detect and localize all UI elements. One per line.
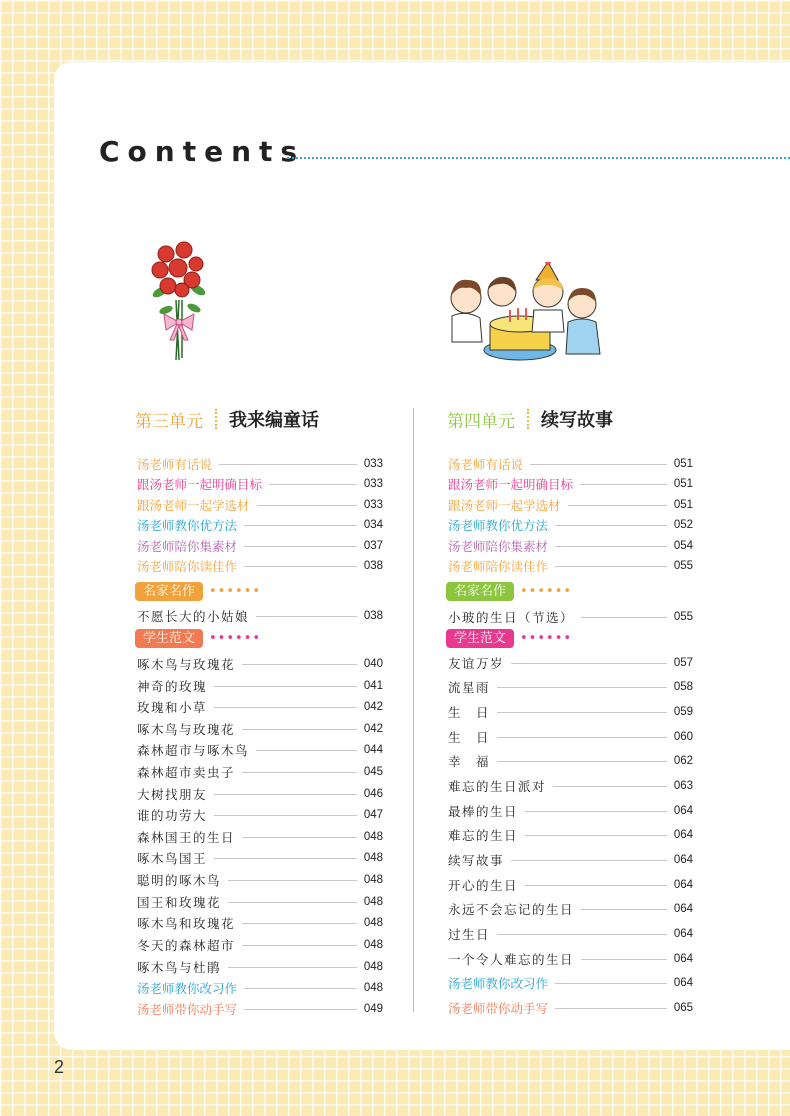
toc-entry[interactable] bbox=[137, 871, 383, 889]
entry-page-number: 059 bbox=[673, 706, 693, 718]
toc-entry[interactable] bbox=[448, 608, 693, 626]
toc-entry[interactable] bbox=[137, 655, 383, 673]
leader-line bbox=[555, 1008, 667, 1009]
toc-entry[interactable] bbox=[137, 936, 383, 954]
entry-title: 汤老师陪你读佳作 bbox=[137, 559, 238, 574]
entry-page-number: 064 bbox=[673, 805, 693, 817]
toc-entry[interactable] bbox=[448, 752, 693, 770]
leader-line bbox=[219, 464, 357, 465]
toc-entry[interactable] bbox=[137, 455, 383, 473]
leader-line bbox=[242, 664, 357, 665]
entry-page-number: 051 bbox=[673, 499, 693, 511]
entry-page-number: 033 bbox=[363, 478, 383, 490]
leader-line bbox=[214, 686, 357, 687]
toc-entry[interactable] bbox=[137, 806, 383, 824]
entry-title: 国王和玫瑰花 bbox=[137, 895, 222, 910]
entry-page-number: 055 bbox=[673, 611, 693, 623]
entry-title: 跟汤老师一起明确目标 bbox=[137, 477, 263, 492]
leader-line bbox=[525, 885, 667, 886]
entry-title: 汤老师教你改习作 bbox=[448, 976, 549, 991]
leader-line bbox=[511, 860, 667, 861]
entry-title: 友谊万岁 bbox=[448, 656, 505, 671]
entry-page-number: 048 bbox=[363, 982, 383, 994]
entry-page-number: 048 bbox=[363, 896, 383, 908]
badge-dots: •••••• bbox=[209, 631, 262, 646]
section-badge bbox=[446, 629, 572, 648]
leader-line bbox=[242, 729, 357, 730]
entry-page-number: 048 bbox=[363, 874, 383, 886]
entry-page-number: 040 bbox=[363, 658, 383, 670]
leader-line bbox=[555, 983, 667, 984]
toc-entry[interactable] bbox=[448, 999, 693, 1017]
toc-entry[interactable] bbox=[448, 876, 693, 894]
leader-line bbox=[244, 988, 357, 989]
entry-page-number: 063 bbox=[673, 780, 693, 792]
unit-name: 续写故事 bbox=[541, 410, 613, 431]
toc-entry[interactable] bbox=[448, 802, 693, 820]
toc-entry[interactable] bbox=[137, 1000, 383, 1018]
entry-page-number: 049 bbox=[363, 1003, 383, 1015]
toc-entry[interactable] bbox=[137, 893, 383, 911]
leader-line bbox=[244, 566, 357, 567]
toc-entry[interactable] bbox=[137, 677, 383, 695]
leader-line bbox=[581, 959, 667, 960]
leader-line bbox=[525, 835, 667, 836]
leader-line bbox=[242, 772, 357, 773]
entry-title: 啄木鸟与玫瑰花 bbox=[137, 722, 236, 737]
entry-title: 过生日 bbox=[448, 927, 491, 942]
toc-entry[interactable] bbox=[137, 763, 383, 781]
toc-entry[interactable] bbox=[137, 557, 383, 575]
toc-entry[interactable] bbox=[137, 741, 383, 759]
toc-entry[interactable] bbox=[137, 475, 383, 493]
leader-line bbox=[228, 967, 357, 968]
entry-page-number: 042 bbox=[363, 701, 383, 713]
toc-entry[interactable] bbox=[448, 974, 693, 992]
entry-title: 玫瑰和小草 bbox=[137, 700, 208, 715]
toc-entry[interactable] bbox=[448, 777, 693, 795]
entry-title: 一个令人难忘的生日 bbox=[448, 952, 575, 967]
toc-entry[interactable] bbox=[137, 849, 383, 867]
leader-line bbox=[553, 786, 667, 787]
toc-entry[interactable] bbox=[448, 496, 693, 514]
entry-title: 汤老师教你优方法 bbox=[137, 518, 238, 533]
toc-entry[interactable] bbox=[448, 537, 693, 555]
leader-line bbox=[242, 923, 357, 924]
toc-entry[interactable] bbox=[448, 678, 693, 696]
toc-entry[interactable] bbox=[137, 914, 383, 932]
leader-line bbox=[581, 909, 667, 910]
toc-entry[interactable] bbox=[137, 698, 383, 716]
column-divider bbox=[413, 408, 414, 1012]
leader-line bbox=[214, 707, 357, 708]
entry-page-number: 065 bbox=[673, 1002, 693, 1014]
page-number: 2 bbox=[54, 1057, 65, 1077]
entry-page-number: 062 bbox=[673, 755, 693, 767]
toc-entry[interactable] bbox=[448, 516, 693, 534]
badge-label: 名家名作 bbox=[135, 582, 203, 601]
entry-title: 大树找朋友 bbox=[137, 787, 208, 802]
entry-title: 难忘的生日派对 bbox=[448, 779, 547, 794]
leader-line bbox=[580, 484, 667, 485]
leader-line bbox=[242, 837, 357, 838]
leader-line bbox=[497, 712, 667, 713]
toc-entry[interactable] bbox=[448, 475, 693, 493]
entry-title: 流星雨 bbox=[448, 680, 491, 695]
title-dotted-rule bbox=[287, 157, 790, 159]
entry-page-number: 064 bbox=[673, 928, 693, 940]
toc-entry[interactable] bbox=[137, 607, 383, 625]
entry-page-number: 041 bbox=[363, 680, 383, 692]
unit-heading-left bbox=[135, 407, 319, 431]
entry-title: 小玻的生日（节选） bbox=[448, 610, 575, 625]
toc-entry[interactable] bbox=[448, 654, 693, 672]
entry-page-number: 055 bbox=[673, 560, 693, 572]
entry-title: 续写故事 bbox=[448, 853, 505, 868]
leader-line bbox=[256, 750, 357, 751]
entry-title: 不愿长大的小姑娘 bbox=[137, 609, 250, 624]
leader-line bbox=[256, 616, 357, 617]
entry-title: 最棒的生日 bbox=[448, 804, 519, 819]
toc-entry[interactable] bbox=[448, 950, 693, 968]
unit-name: 我来编童话 bbox=[229, 410, 319, 431]
entry-page-number: 048 bbox=[363, 939, 383, 951]
entry-title: 聪明的啄木鸟 bbox=[137, 873, 222, 888]
toc-entry[interactable] bbox=[448, 851, 693, 869]
entry-page-number: 064 bbox=[673, 854, 693, 866]
entry-title: 汤老师有话说 bbox=[137, 457, 213, 472]
leader-line bbox=[257, 505, 357, 506]
entry-page-number: 045 bbox=[363, 766, 383, 778]
toc-entry[interactable] bbox=[448, 557, 693, 575]
entry-page-number: 048 bbox=[363, 831, 383, 843]
entry-page-number: 048 bbox=[363, 852, 383, 864]
entry-page-number: 044 bbox=[363, 744, 383, 756]
entry-page-number: 033 bbox=[363, 458, 383, 470]
unit-separator bbox=[527, 409, 529, 429]
leader-line bbox=[228, 880, 357, 881]
leader-line bbox=[568, 505, 667, 506]
badge-dots: •••••• bbox=[520, 584, 573, 599]
leader-line bbox=[581, 617, 667, 618]
leader-line bbox=[214, 794, 357, 795]
leader-line bbox=[497, 761, 667, 762]
leader-line bbox=[511, 663, 667, 664]
entry-title: 汤老师陪你读佳作 bbox=[448, 559, 549, 574]
leader-line bbox=[228, 902, 357, 903]
badge-label: 名家名作 bbox=[446, 582, 514, 601]
entry-title: 跟汤老师一起学选材 bbox=[448, 498, 561, 513]
entry-page-number: 038 bbox=[363, 610, 383, 622]
leader-line bbox=[497, 687, 667, 688]
section-badge bbox=[135, 629, 261, 648]
entry-title: 啄木鸟国王 bbox=[137, 851, 208, 866]
entry-title: 汤老师陪你集素材 bbox=[137, 539, 238, 554]
entry-title: 森林超市卖虫子 bbox=[137, 765, 236, 780]
section-badge bbox=[135, 582, 261, 601]
toc-entry[interactable] bbox=[137, 496, 383, 514]
entry-page-number: 064 bbox=[673, 953, 693, 965]
entry-title: 森林国王的生日 bbox=[137, 830, 236, 845]
leader-line bbox=[555, 566, 667, 567]
entry-page-number: 052 bbox=[673, 519, 693, 531]
entry-title: 幸 福 bbox=[448, 754, 491, 769]
toc-entry[interactable] bbox=[137, 958, 383, 976]
toc-entry[interactable] bbox=[137, 785, 383, 803]
toc-entry[interactable] bbox=[137, 979, 383, 997]
entry-title: 生 日 bbox=[448, 730, 491, 745]
leader-line bbox=[555, 525, 667, 526]
entry-title: 开心的生日 bbox=[448, 878, 519, 893]
entry-page-number: 042 bbox=[363, 723, 383, 735]
entry-title: 跟汤老师一起学选材 bbox=[137, 498, 250, 513]
entry-title: 啄木鸟与杜鹃 bbox=[137, 960, 222, 975]
unit-label: 第三单元 bbox=[135, 411, 203, 432]
toc-entry[interactable] bbox=[448, 925, 693, 943]
section-badge bbox=[446, 582, 572, 601]
entry-title: 啄木鸟与玫瑰花 bbox=[137, 657, 236, 672]
entry-title: 神奇的玫瑰 bbox=[137, 679, 208, 694]
entry-title: 永远不会忘记的生日 bbox=[448, 902, 575, 917]
unit-separator bbox=[215, 409, 217, 429]
toc-entry[interactable] bbox=[448, 728, 693, 746]
entry-page-number: 060 bbox=[673, 731, 693, 743]
rose-bouquet-illustration bbox=[146, 240, 212, 362]
leader-line bbox=[269, 484, 357, 485]
leader-line bbox=[214, 815, 357, 816]
entry-title: 啄木鸟和玫瑰花 bbox=[137, 916, 236, 931]
entry-page-number: 048 bbox=[363, 961, 383, 973]
entry-page-number: 051 bbox=[673, 458, 693, 470]
entry-page-number: 048 bbox=[363, 917, 383, 929]
unit-label: 第四单元 bbox=[447, 411, 515, 432]
leader-line bbox=[244, 1009, 357, 1010]
entry-page-number: 058 bbox=[673, 681, 693, 693]
page-title: Contents bbox=[99, 135, 306, 168]
badge-dots: •••••• bbox=[520, 631, 573, 646]
leader-line bbox=[214, 858, 357, 859]
entry-page-number: 064 bbox=[673, 879, 693, 891]
entry-page-number: 046 bbox=[363, 788, 383, 800]
toc-entry[interactable] bbox=[137, 516, 383, 534]
leader-line bbox=[242, 945, 357, 946]
entry-page-number: 064 bbox=[673, 977, 693, 989]
entry-title: 难忘的生日 bbox=[448, 828, 519, 843]
entry-title: 汤老师陪你集素材 bbox=[448, 539, 549, 554]
toc-entry[interactable] bbox=[137, 537, 383, 555]
entry-page-number: 038 bbox=[363, 560, 383, 572]
entry-page-number: 034 bbox=[363, 519, 383, 531]
toc-entry[interactable] bbox=[137, 720, 383, 738]
entry-title: 森林超市与啄木鸟 bbox=[137, 743, 250, 758]
badge-label: 学生范文 bbox=[446, 629, 514, 648]
toc-entry[interactable] bbox=[448, 826, 693, 844]
leader-line bbox=[244, 546, 357, 547]
toc-entry[interactable] bbox=[448, 703, 693, 721]
leader-line bbox=[555, 546, 667, 547]
entry-title: 生 日 bbox=[448, 705, 491, 720]
entry-title: 跟汤老师一起明确目标 bbox=[448, 477, 574, 492]
leader-line bbox=[525, 811, 667, 812]
entry-title: 汤老师带你动手写 bbox=[448, 1001, 549, 1016]
leader-line bbox=[497, 737, 667, 738]
toc-entry[interactable] bbox=[448, 900, 693, 918]
leader-line bbox=[497, 934, 667, 935]
toc-entry[interactable] bbox=[448, 455, 693, 473]
entry-page-number: 051 bbox=[673, 478, 693, 490]
entry-page-number: 047 bbox=[363, 809, 383, 821]
entry-title: 汤老师教你优方法 bbox=[448, 518, 549, 533]
badge-label: 学生范文 bbox=[135, 629, 203, 648]
entry-title: 汤老师带你动手写 bbox=[137, 1002, 238, 1017]
entry-title: 谁的功劳大 bbox=[137, 808, 208, 823]
birthday-party-illustration bbox=[444, 262, 604, 368]
entry-title: 汤老师有话说 bbox=[448, 457, 524, 472]
entry-page-number: 064 bbox=[673, 829, 693, 841]
entry-page-number: 033 bbox=[363, 499, 383, 511]
entry-page-number: 064 bbox=[673, 903, 693, 915]
entry-page-number: 054 bbox=[673, 540, 693, 552]
leader-line bbox=[244, 525, 357, 526]
toc-entry[interactable] bbox=[137, 828, 383, 846]
entry-page-number: 037 bbox=[363, 540, 383, 552]
leader-line bbox=[530, 464, 667, 465]
entry-title: 冬天的森林超市 bbox=[137, 938, 236, 953]
entry-title: 汤老师教你改习作 bbox=[137, 981, 238, 996]
badge-dots: •••••• bbox=[209, 584, 262, 599]
unit-heading-right bbox=[447, 407, 613, 431]
entry-page-number: 057 bbox=[673, 657, 693, 669]
